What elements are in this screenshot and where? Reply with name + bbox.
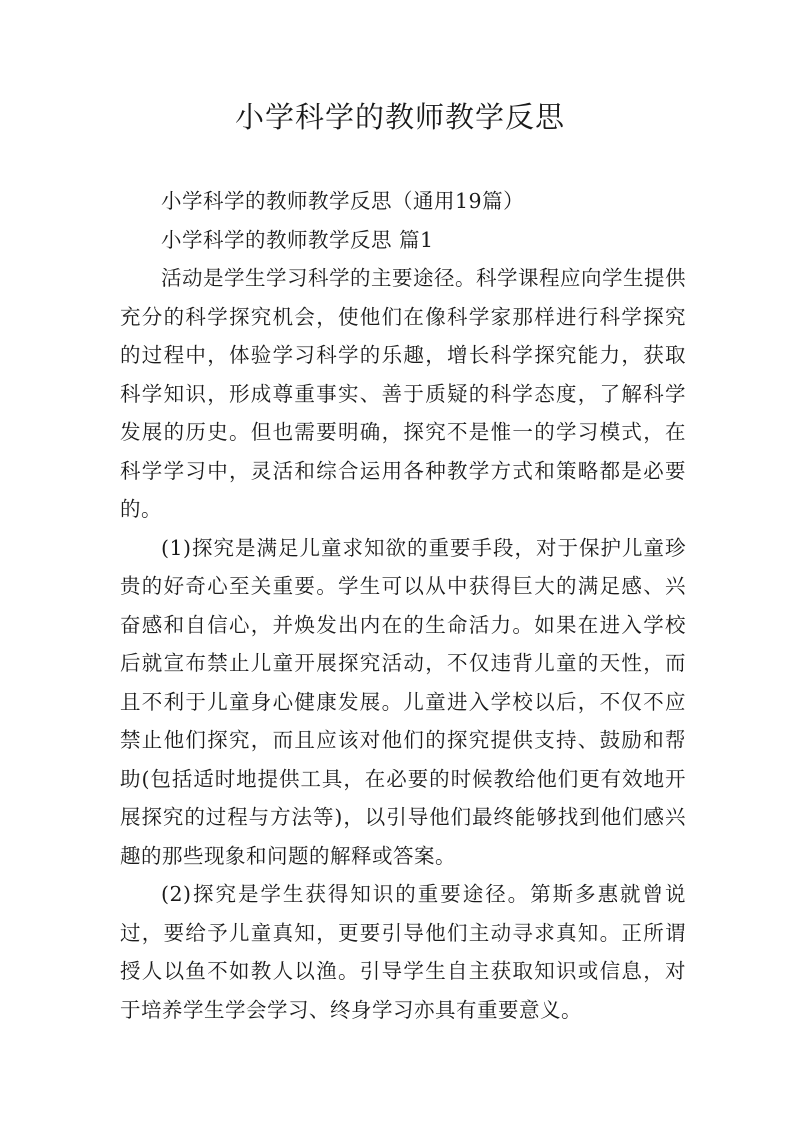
body-paragraph: (1)探究是满足儿童求知欲的重要手段，对于保护儿童珍贵的好奇心至关重要。学生可以从中获得巨大的满足感、兴奋感和自信心，并焕发出内在的生命活力。如果在进入学校后就宣布禁止儿童开展探究活动，不仅违背儿童的天性，而且不利于儿童身心健康发展。儿童进入学校以后，不仅不应禁止他们探究，而且应该对他们的探究提供支持、鼓励和帮助(包括适时地提供工具，在必要的时候教给他们更有效地开展探究的过程与方法等)，以引导他们最终能够找到他们感兴趣的那些现象和问题的解释或答案。 xyxy=(120,535,686,868)
section-heading: 小学科学的教师教学反思 篇1 xyxy=(161,227,434,252)
document-body xyxy=(120,182,686,1029)
subtitle-paragraph: 小学科学的教师教学反思（通用19篇） xyxy=(161,189,525,213)
body-paragraph: 活动是学生学习科学的主要途径。科学课程应向学生提供充分的科学探究机会，使他们在像科学家那样进行科学探究的过程中，体验学习科学的乐趣，增长科学探究能力，获取科学知识，形成尊重事实、善于质疑的科学态度，了解科学发展的历史。但也需要明确，探究不是惟一的学习模式，在科学学习中，灵活和综合运用各种教学方式和策略都是必要的。 xyxy=(120,266,686,521)
body-paragraph: (2)探究是学生获得知识的重要途径。第斯多惠就曾说过，要给予儿童真知，更要引导他们主动寻求真知。正所谓授人以鱼不如教人以渔。引导学生自主获取知识或信息，对于培养学生学会学习、终身学习亦具有重要意义。 xyxy=(120,882,686,1022)
document-title: 小学科学的教师教学反思 xyxy=(234,100,565,134)
